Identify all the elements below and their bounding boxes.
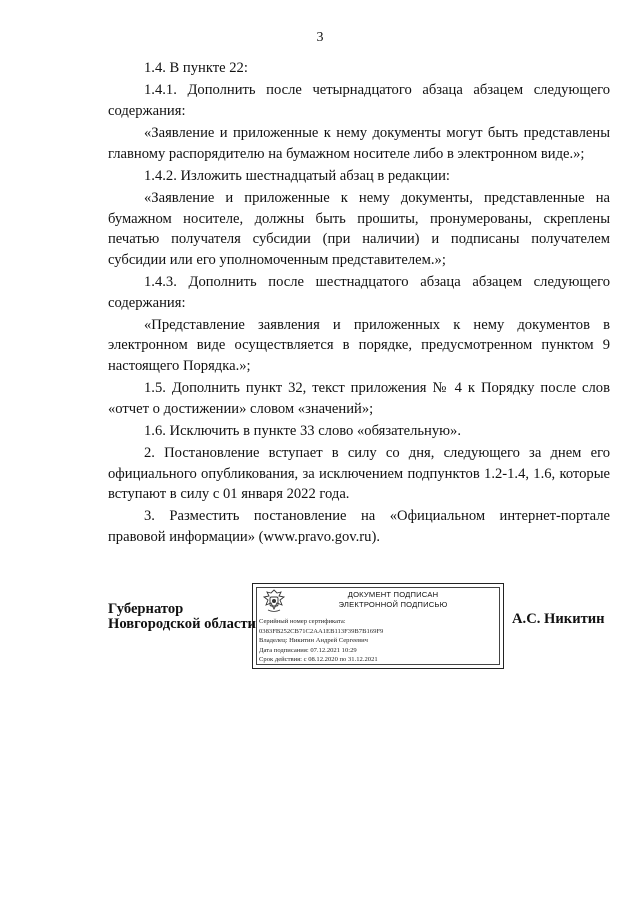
serial-label: Серийный номер сертификата: (259, 618, 346, 625)
paragraph-1-5: 1.5. Дополнить пункт 32, текст приложения № 4 к Порядку после слов «отчет о достижении» словом «значений»; (108, 380, 610, 417)
paragraph-quote-3: «Представление заявления и приложенных к нему документов в электронном виде осуществляется в порядке, предусмотренном пунктом 9 настоящего Порядка.»; (108, 316, 610, 374)
paragraph-1-4-1: 1.4.1. Дополнить после четырнадцатого абзаца абзацем следующего содержания: (108, 82, 610, 119)
paragraph-1-4-2: 1.4.2. Изложить шестнадцатый абзац в редакции: (144, 167, 450, 184)
paragraph-quote-2: «Заявление и приложенные к нему документы, представленные на бумажном носителе, должны быть прошиты, пронумерованы, скреплены печатью получателя субсидии (при наличии) и подписаны получателем субсидии или его уполномоченным представителем.»; (108, 189, 610, 268)
paragraph-quote-1: «Заявление и приложенные к нему документы могут быть представлены главному распорядителю на бумажном носителе либо в электронном виде.»; (108, 124, 610, 162)
stamp-title-line-2: ЭЛЕКТРОННОЙ ПОДПИСЬЮ (338, 600, 448, 609)
position-line-2: Новгородской области (108, 616, 256, 632)
serial-value: 0383FB252CB71C2AA1EB113F39B7B169F9 (259, 627, 384, 635)
paragraph-1-6: 1.6. Исключить в пункте 33 слово «обязательную». (144, 422, 461, 439)
position-line-1: Губернатор (108, 601, 184, 617)
stamp-title-line-1: ДОКУМЕНТ ПОДПИСАН (347, 590, 439, 599)
signatory-name: А.С. Никитин (512, 611, 605, 627)
paragraph-1-4-3: 1.4.3. Дополнить после шестнадцатого абзаца абзацем следующего содержания: (108, 273, 610, 311)
signing-date: Дата подписания: 07.12.2021 10:29 (259, 646, 357, 654)
coat-of-arms-icon (259, 588, 289, 614)
paragraph-1-4: 1.4. В пункте 22: (144, 60, 248, 76)
certificate-owner: Владелец: Никитин Андрей Сергеевич (259, 637, 368, 645)
paragraph-2: 2. Постановление вступает в силу со дня, следующего за днем его официального опубликования, за исключением подпунктов 1.2-1.4, 1.6, которые вступают в силу с 01 января 2022 года. (108, 445, 610, 503)
page-number: 3 (316, 30, 324, 45)
certificate-details (259, 617, 383, 665)
signatory-position (108, 602, 256, 632)
electronic-signature-stamp (252, 583, 504, 669)
paragraph-3: 3. Разместить постановление на «Официальном интернет-портале правовой информации» (www.pravo.gov.ru). (108, 508, 610, 545)
stamp-title (293, 590, 493, 610)
validity-period: Срок действия: с 08.12.2020 по 31.12.2021 (259, 656, 378, 664)
document-body (108, 58, 610, 549)
